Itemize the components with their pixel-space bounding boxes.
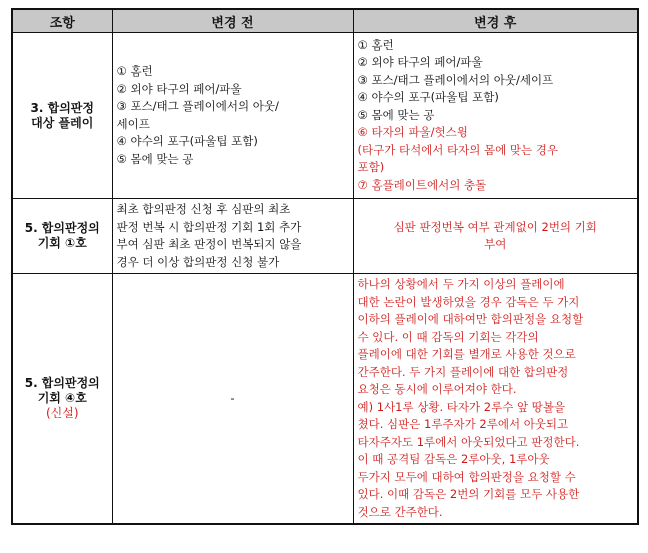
document-page (11, 8, 637, 525)
after-line: 부여 (484, 237, 507, 251)
after-line: ③ 포스/태그 플레이에서의 아웃/세이프 (357, 72, 554, 87)
after-line: 이하의 플레이에 대하여만 합의판정을 요청할 (357, 312, 584, 326)
table-row (12, 199, 638, 274)
after-line: ⑥ 타자의 파울/헛스윙 (357, 125, 468, 140)
before-cell (112, 199, 353, 274)
header-after: 변경 후 (353, 9, 638, 33)
after-line: 예) 1사1루 상황. 타자가 2루수 앞 땅볼을 (357, 399, 566, 414)
clause-line: 기회 ④호 (37, 391, 87, 405)
after-line: ① 홈런 (357, 37, 394, 52)
before-line: ④ 야수의 포구(파울팁 포함) (116, 134, 258, 148)
after-line: 포함) (357, 160, 385, 175)
new-clause-badge: (신설) (45, 406, 79, 420)
before-line: - (230, 390, 235, 405)
clause-cell (12, 274, 112, 525)
after-line: ⑤ 몸에 맞는 공 (357, 107, 435, 122)
after-line: 있다. 이때 감독은 2번의 기회를 모두 사용한 (357, 487, 580, 501)
before-cell (112, 274, 353, 525)
rule-change-table (11, 8, 639, 525)
header-before: 변경 전 (112, 9, 353, 33)
after-line: 두가지 모두에 대하여 합의판정을 요청할 수 (357, 469, 576, 484)
before-cell (112, 33, 353, 199)
after-cell (353, 199, 638, 274)
after-line: 간주한다. 두 가지 플레이에 대한 합의판정 (357, 364, 569, 379)
before-line: 최초 합의판정 신청 후 심판의 최초 (116, 202, 291, 216)
after-cell (353, 33, 638, 199)
clause-line: 기회 ①호 (37, 236, 87, 250)
before-line: 경우 더 이상 합의판정 신청 불가 (116, 254, 280, 269)
after-line: (타구가 타석에서 타자의 몸에 맞는 경우 (357, 142, 559, 157)
before-line: ② 외야 타구의 페어/파울 (116, 81, 242, 96)
after-line: 심판 판정번복 여부 관계없이 2번의 기회 (393, 219, 597, 234)
before-line: 부여 심판 최초 판정이 번복되지 않을 (116, 237, 302, 251)
after-line: ⑦ 홈플레이트에서의 충돌 (357, 177, 487, 192)
table-row (12, 274, 638, 525)
clause-cell (12, 33, 112, 199)
before-line: ① 홈런 (116, 64, 153, 78)
after-line: 플레이에 대한 기회를 별개로 사용한 것으로 (357, 347, 576, 361)
after-line: ② 외야 타구의 페어/파울 (357, 55, 483, 70)
header-clause: 조항 (12, 9, 112, 33)
clause-cell (12, 199, 112, 274)
after-line: 것으로 간주한다. (357, 504, 443, 519)
after-line: ④ 야수의 포구(파울팁 포함) (357, 90, 499, 105)
after-line: 하나의 상황에서 두 가지 이상의 플레이에 (357, 277, 565, 291)
after-cell (353, 274, 638, 525)
before-line: ③ 포스/태그 플레이에서의 아웃/ (116, 99, 279, 113)
clause-line: 3. 합의판정 (30, 100, 94, 115)
before-line: 세이프 (116, 116, 150, 131)
before-line: 판정 번복 시 합의판정 기회 1회 추가 (116, 219, 302, 234)
after-line: 타자주자도 1루에서 아웃되었다고 판정한다. (357, 434, 580, 449)
clause-line: 대상 플레이 (31, 115, 94, 130)
clause-line: 5. 합의판정의 (24, 376, 100, 390)
table-header-row (12, 9, 638, 33)
table-row (12, 33, 638, 199)
after-line: 이 때 공격팀 감독은 2루아웃, 1루아웃 (357, 452, 550, 466)
after-line: 쳤다. 심판은 1루주자가 2루에서 아웃되고 (357, 417, 569, 431)
after-line: 요청은 동시에 이루어져야 한다. (357, 382, 517, 396)
after-line: 대한 논란이 발생하였을 경우 감독은 두 가지 (357, 294, 580, 309)
after-line: 수 있다. 이 때 감독의 기회는 각각의 (357, 329, 539, 344)
before-line: ⑤ 몸에 맞는 공 (116, 151, 194, 166)
clause-line: 5. 합의판정의 (24, 221, 100, 235)
